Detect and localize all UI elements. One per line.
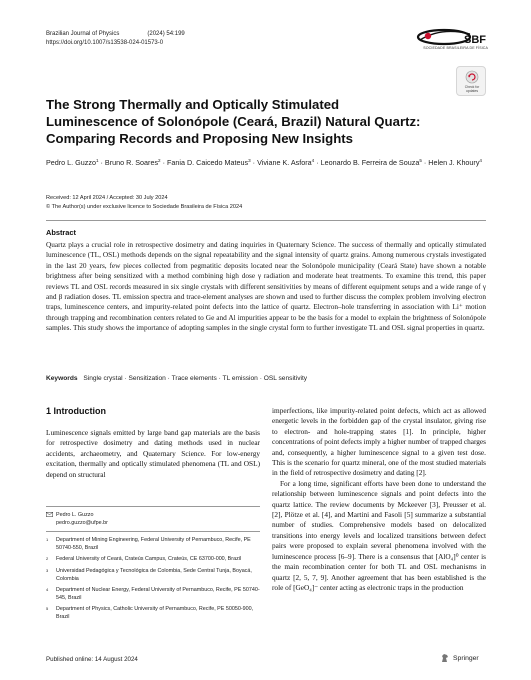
affiliation-item: 2 Federal University of Ceará, Crateús Campus, Crateús, CE 63700-000, Brazil <box>46 556 242 563</box>
divider <box>46 220 486 221</box>
intro-paragraph: For a long time, significant efforts have been done to understand the relationship between luminescence signals and point defects into the quartz lattice. The review documents by Mckeever [3], Preusser et al. [2], Plötze et al. [4], and Martini and Fasoli [5] summarize a substantial number of studies. Comprehensive models based on delocalized transitions into energy levels and localized transitions between defect pairs were proposed to explain several phenomena involved with the luminescence process [6–9]. There is a consensus that [AlO₄]⁰ center is the main recombination center for both TL and OSL mechanisms in quartz [2, 5, 7, 9]. Another agreement that has been established is the role of [GeO₄]⁻ center acting as electronic traps in the production <box>272 478 486 592</box>
received-accepted: Received: 12 April 2024 / Accepted: 30 July 2024 <box>46 195 168 201</box>
copyright-line: © The Author(s) under exclusive licence to Sociedade Brasileira de Física 2024 <box>46 204 243 210</box>
sbf-logo-text: SBF <box>464 34 486 46</box>
author-list: Pedro L. Guzzo$^1$ · Bruno R. Soares$^2$ · Fania D. Caicedo Mateus$^3$ · Viviane K. Asfora$^4$ · Leonardo B. Ferreira de Souza$^5$ · Helen J. Khoury$^4$ <box>46 158 482 167</box>
badge-line2: updates <box>465 89 479 93</box>
affiliations <box>46 506 260 626</box>
affiliation-divider <box>46 531 260 532</box>
doi-link[interactable]: https://doi.org/10.1007/s13538-024-01573-0 <box>46 40 164 46</box>
affiliation-item: 4 Department of Nuclear Energy, Federal University of Pernambuco, Recife, PE 50740-545, Brazil <box>46 587 260 601</box>
springer-text: Springer <box>453 654 479 662</box>
journal-volume: (2024) 54:199 <box>147 31 185 37</box>
affiliation-divider <box>46 506 260 507</box>
badge-line1: Check for <box>464 85 480 89</box>
contact-name: Pedro L. Guzzo <box>56 512 94 518</box>
author[interactable]: Helen J. Khoury$^4$ <box>428 158 482 167</box>
keyword: Single crystal <box>83 375 123 382</box>
springer-logo <box>440 653 479 663</box>
abstract-text: Quartz plays a crucial role in retrospective dosimetry and dating inquiries in Quaternary Science. The success of thermally and optically stimulated luminescence (TL, OSL) methods depends on the signal repeatability and the signal intensity of quartz grains. Among numerous crystals investigated in the last 20 years, few pieces collected from pegmatitic deposits located near the Solonópole municipality (Ceará State) have shown a notable brightness after being sensitized with a method combining high dose γ radiation and moderate heat treatments. To examine this trend, this paper reviews TL and OSL records measured in six single crystals with different sensitivities by means of different equipment setups and a wide range of γ and β radiation doses. TL emission spectra and trace-element analyses are shown and used to further discuss the complex problem involving electron traps, luminescence centers, and impurity-related point defects into the lattice of quartz. Electron–hole transferring in association with Li⁺ motion through trapping and recombination centers related to Ge and Al impurities appear to be the basis for a model to explain the brightness of Solonópole samples. This study shows the importance of adopting samples in the single crystal form to further investigate TL and OSL signal properties in quartz. <box>46 240 486 333</box>
refresh-icon <box>465 70 479 84</box>
society-name: SOCIEDADE BRASILEIRA DE FÍSICA <box>423 46 488 50</box>
springer-horse-icon <box>440 653 450 663</box>
intro-column-2 <box>272 406 486 593</box>
contact-email[interactable]: pedro.guzzo@ufpe.br <box>56 519 108 526</box>
abstract-heading: Abstract <box>46 228 76 237</box>
section-heading-introduction: 1 Introduction <box>46 406 106 416</box>
journal-name: Brazilian Journal of Physics <box>46 31 120 37</box>
envelope-icon <box>46 512 56 527</box>
keyword: TL emission <box>222 375 258 382</box>
article-title: The Strong Thermally and Optically Stimulated Luminescence of Solonópole (Ceará, Brazil) Natural Quartz: Comparing Records and Proposing New Insights <box>46 97 421 146</box>
sbf-logo <box>414 26 488 54</box>
intro-paragraph: imperfections, like impurity-related point defects, which act as allowed energetic levels in the forbidden gap of the crystal insulator, giving rise to electron- and hole-trapping states [1]. In principle, higher concentrations of point defects imply a higher number of trapped charges and, consequently, a higher luminescence signal to a given test dose. This is the scenario for quartz mineral, one of the most studied materials in the field of retrospective dosimetry and dating [2]. <box>272 406 486 478</box>
keywords: Keywords Single crystal · Sensitization · Trace elements · TL emission · OSL sensitivity <box>46 375 308 382</box>
keyword: OSL sensitivity <box>263 375 308 382</box>
author[interactable]: Pedro L. Guzzo$^1$ <box>46 158 99 167</box>
affiliation-item: 3 Universidad Pedagógica y Tecnológica de Colombia, Sede Central Tunja, Boyacá, Colombia <box>46 567 252 582</box>
author[interactable]: Viviane K. Asfora$^4$ <box>257 158 315 167</box>
affiliation-item: 5 Department of Physics, Catholic University of Pernambuco, Recife, PE 50050-900, Brazil <box>46 606 254 620</box>
corresponding-author <box>46 512 260 527</box>
keyword: Trace elements <box>171 375 217 382</box>
keyword: Sensitization <box>128 375 166 382</box>
affiliation-item: 1 Department of Mining Engineering, Federal University of Pernambuco, Recife, PE 50740-550, Brazil <box>46 537 251 551</box>
check-for-updates-badge[interactable] <box>456 66 486 96</box>
author[interactable]: Bruno R. Soares$^2$ <box>104 158 161 167</box>
published-date: Published online: 14 August 2024 <box>46 656 138 663</box>
sbf-swoosh-icon <box>414 28 488 46</box>
article-dates <box>46 194 486 212</box>
intro-paragraph-col1: Luminescence signals emitted by large band gap materials are the basis for retrospective dosimetry and dating methods used in nuclear accidents, archaeometry, and Quaternary Science. For low-energy excitation, thermally and optically stimulated phenomena (TL and OSL) depend on structural <box>46 428 260 479</box>
author[interactable]: Leonardo B. Ferreira de Souza$^5$ <box>320 158 422 167</box>
keywords-label: Keywords <box>46 375 78 382</box>
author[interactable]: Fania D. Caicedo Mateus$^3$ <box>167 158 251 167</box>
